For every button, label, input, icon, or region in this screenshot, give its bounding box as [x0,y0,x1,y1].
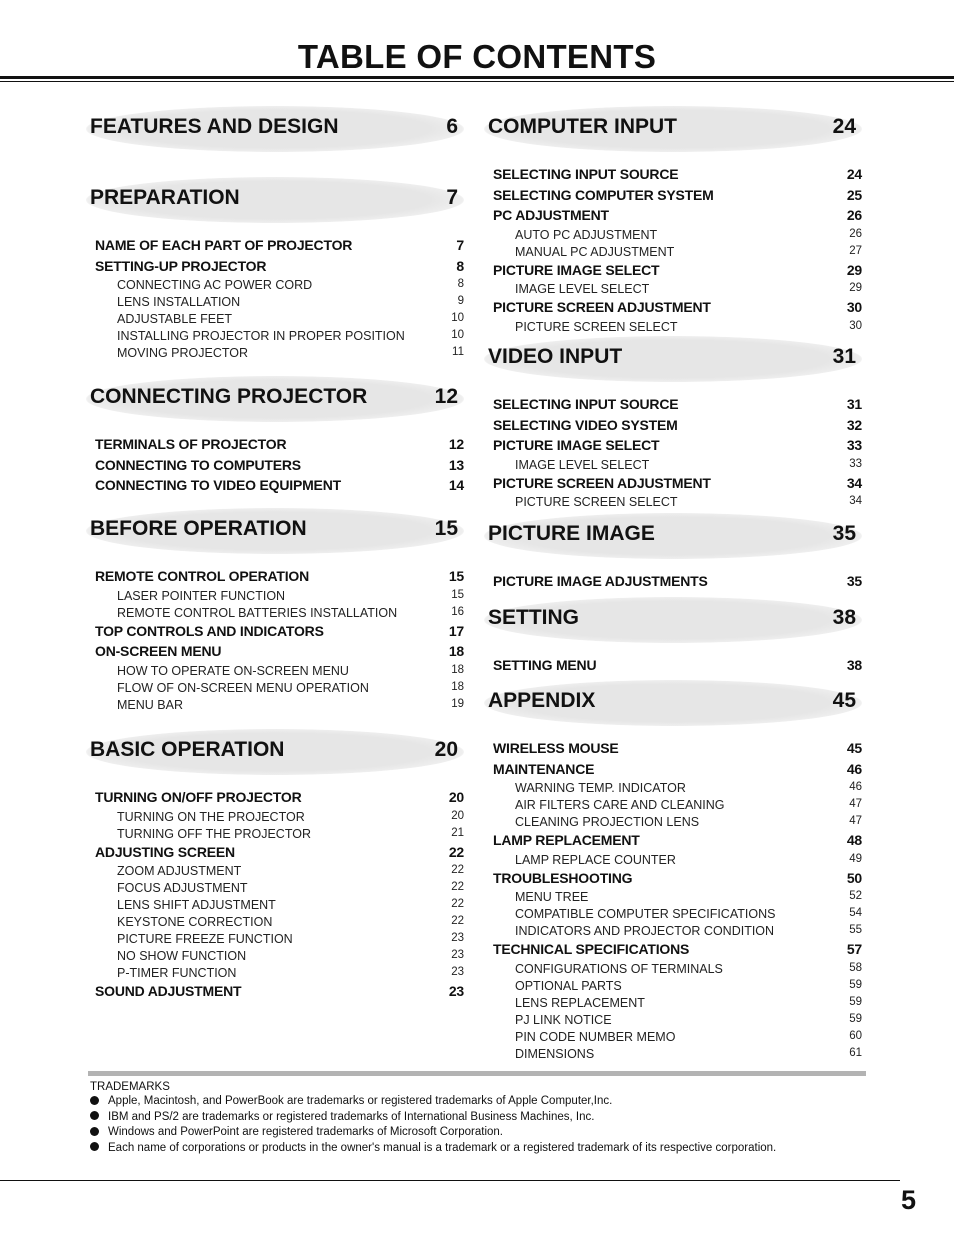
entry-page-number: 58 [849,961,862,974]
top-rule [0,76,954,79]
entry-page-number: 18 [451,663,464,676]
entry-label: REMOTE CONTROL OPERATION [95,568,310,584]
section-page-number: 12 [434,385,458,408]
toc-entry [86,789,464,810]
toc-entry [484,207,862,228]
toc-entry [484,417,862,438]
entry-label: LENS SHIFT ADJUSTMENT [117,898,276,912]
section-page-number: 20 [434,738,458,761]
section-header [86,729,464,775]
entry-page-number: 26 [846,207,862,223]
toc-entry [484,396,862,417]
toc-entry [484,187,862,208]
toc-subentry [86,312,464,329]
section-title: FEATURES AND DESIGN [90,115,339,138]
toc-subentry [86,881,464,898]
entry-page-number: 19 [451,697,464,710]
section-page-number: 35 [832,522,856,545]
entry-page-number: 16 [451,605,464,618]
entry-page-number: 48 [846,832,862,848]
toc-subentry [484,853,862,870]
toc-entry [86,258,464,279]
entry-page-number: 22 [451,864,464,876]
section-item-list [86,436,464,498]
section-header [484,336,862,382]
bullet-icon [90,1096,99,1105]
entry-page-number: 15 [451,588,464,601]
entry-label: PICTURE IMAGE ADJUSTMENTS [493,573,708,589]
section-item-list [86,237,464,363]
toc-entry [86,568,464,589]
toc-entry [484,761,862,782]
entry-label: SELECTING INPUT SOURCE [493,166,679,182]
entry-label: SELECTING INPUT SOURCE [493,396,679,412]
section-item-list [86,568,464,715]
entry-label: PICTURE FREEZE FUNCTION [117,932,293,946]
toc-section [86,106,464,152]
entry-page-number: 13 [448,456,464,473]
entry-label: HOW TO OPERATE ON-SCREEN MENU [117,663,349,678]
toc-entry [484,941,862,962]
toc-subentry [484,996,862,1013]
entry-label: NO SHOW FUNCTION [117,949,247,963]
toc-subentry [86,606,464,623]
entry-label: TOP CONTROLS AND INDICATORS [95,622,324,639]
toc-subentry [86,589,464,606]
section-header [86,376,464,422]
section-item-list [86,789,464,1004]
entry-page-number: 30 [846,299,862,315]
entry-page-number: 21 [451,826,464,839]
entry-label: ADJUSTING SCREEN [95,843,235,860]
section-page-number: 15 [434,517,458,540]
toc-entry [86,237,464,258]
entry-page-number: 15 [448,568,464,584]
toc-entry [484,166,862,187]
toc-entry [86,643,464,664]
entry-page-number: 49 [849,852,862,865]
entry-page-number: 10 [451,312,464,324]
entry-label: MOVING PROJECTOR [117,346,249,360]
toc-subentry [86,932,464,949]
toc-entry [86,457,464,478]
entry-page-number: 29 [846,261,862,278]
bullet-icon [90,1111,99,1120]
entry-label: LAMP REPLACE COUNTER [515,852,676,867]
entry-label: PIN CODE NUMBER MEMO [515,1029,676,1044]
entry-label: CLEANING PROJECTION LENS [515,815,700,829]
trademark-line: Apple, Macintosh, and PowerBook are trademarks or registered trademarks of Apple Computer,Inc. [90,1095,910,1111]
toc-subentry [484,798,862,815]
toc-entry [484,299,862,320]
entry-label: TECHNICAL SPECIFICATIONS [493,941,690,957]
entry-label: TURNING ON THE PROJECTOR [117,809,305,824]
entry-page-number: 18 [448,643,464,659]
toc-subentry [86,810,464,827]
toc-section [484,597,862,678]
entry-page-number: 23 [451,966,464,978]
page-number: 5 [900,1185,916,1215]
toc-entry [86,844,464,865]
section-item-list [484,396,862,512]
toc-subentry [484,228,862,245]
section-header [484,597,862,643]
trademark-line: IBM and PS/2 are trademarks or registered trademarks of International Business Machines, Inc. [90,1111,910,1127]
entry-label: TROUBLESHOOTING [493,869,633,886]
entry-page-number: 7 [456,237,464,253]
entry-page-number: 8 [457,278,464,290]
toc-subentry [86,346,464,363]
section-header [86,508,464,554]
entry-label: SELECTING VIDEO SYSTEM [493,416,678,433]
toc-entry [484,475,862,496]
section-header [484,106,862,152]
section-header [484,513,862,559]
separator-bar [88,1071,866,1076]
toc-subentry [484,1047,862,1064]
section-item-list [484,740,862,1064]
toc-section [484,336,862,512]
entry-label: SOUND ADJUSTMENT [95,983,242,999]
entry-page-number: 22 [451,881,464,893]
section-page-number: 6 [446,115,458,138]
toc-entry [86,436,464,457]
entry-label: FLOW OF ON-SCREEN MENU OPERATION [117,680,369,695]
entry-page-number: 55 [849,924,862,936]
section-item-list [484,166,862,337]
toc-subentry [484,890,862,907]
entry-page-number: 60 [849,1029,862,1042]
toc-section [484,513,862,594]
trademarks-block [90,1081,910,1157]
toc-subentry [86,295,464,312]
toc-subentry [86,278,464,295]
section-header [86,177,464,223]
entry-page-number: 45 [846,740,862,756]
entry-label: REMOTE CONTROL BATTERIES INSTALLATION [117,605,398,620]
entry-label: NAME OF EACH PART OF PROJECTOR [95,237,353,253]
section-title: VIDEO INPUT [488,345,623,368]
toc-entry [484,657,862,678]
toc-subentry [86,681,464,698]
entry-label: INSTALLING PROJECTOR IN PROPER POSITION [117,329,405,343]
toc-subentry [484,1030,862,1047]
entry-label: LENS REPLACEMENT [515,995,645,1010]
entry-page-number: 34 [846,474,862,491]
entry-label: PJ LINK NOTICE [515,1012,612,1027]
page-title: TABLE OF CONTENTS [297,38,657,75]
entry-page-number: 11 [452,346,464,358]
toc-entry [484,870,862,891]
toc-subentry [86,664,464,681]
entry-label: TURNING ON/OFF PROJECTOR [95,789,302,805]
toc-entry [484,573,862,594]
section-title: SETTING [488,606,580,629]
bottom-rule [0,1180,900,1181]
entry-label: OPTIONAL PARTS [515,978,622,993]
entry-page-number: 47 [849,798,862,810]
entry-page-number: 57 [846,941,862,957]
toc-subentry [86,698,464,715]
entry-label: DIMENSIONS [515,1046,595,1061]
entry-label: P-TIMER FUNCTION [117,966,237,980]
toc-subentry [484,495,862,512]
toc-subentry [484,924,862,941]
toc-entry [484,832,862,853]
entry-page-number: 33 [846,437,862,453]
entry-page-number: 18 [451,680,464,693]
toc-entry [86,983,464,1004]
top-rule-thin [0,81,954,82]
toc-subentry [86,966,464,983]
toc-subentry [484,962,862,979]
entry-page-number: 35 [846,573,862,589]
entry-label: CONNECTING TO VIDEO EQUIPMENT [95,477,341,493]
bullet-icon [90,1142,99,1151]
entry-page-number: 59 [849,978,862,991]
entry-label: CONNECTING AC POWER CORD [117,278,313,292]
entry-page-number: 22 [451,898,464,910]
entry-label: SETTING MENU [493,657,597,673]
entry-label: PICTURE IMAGE SELECT [493,261,660,278]
entry-page-number: 8 [456,257,464,274]
entry-label: CONNECTING TO COMPUTERS [95,456,301,473]
entry-label: INDICATORS AND PROJECTOR CONDITION [515,924,775,938]
entry-label: ADJUSTABLE FEET [117,312,233,326]
entry-page-number: 31 [846,396,862,412]
entry-page-number: 34 [849,495,862,507]
entry-label: CONFIGURATIONS OF TERMINALS [515,961,723,976]
entry-label: WARNING TEMP. INDICATOR [515,781,686,795]
entry-page-number: 46 [846,760,862,777]
entry-label: WIRELESS MOUSE [493,740,619,756]
entry-label: MANUAL PC ADJUSTMENT [515,244,675,259]
section-page-number: 38 [832,606,856,629]
entry-page-number: 23 [451,932,464,944]
entry-page-number: 10 [451,329,464,341]
entry-page-number: 54 [849,907,862,919]
entry-label: ZOOM ADJUSTMENT [117,864,242,878]
toc-subentry [484,979,862,996]
toc-section [86,729,464,1004]
entry-label: COMPATIBLE COMPUTER SPECIFICATIONS [515,907,776,921]
entry-page-number: 22 [451,915,464,927]
entry-page-number: 38 [846,657,862,673]
entry-page-number: 20 [451,809,464,822]
entry-page-number: 23 [451,949,464,961]
entry-label: MENU TREE [515,890,589,904]
toc-subentry [484,907,862,924]
entry-label: PC ADJUSTMENT [493,207,609,223]
toc-entry [484,437,862,458]
section-header [86,106,464,152]
toc-subentry [484,245,862,262]
section-title: CONNECTING PROJECTOR [90,385,368,408]
entry-page-number: 20 [448,789,464,805]
entry-page-number: 24 [846,166,862,182]
entry-page-number: 14 [448,477,464,493]
entry-label: SETTING-UP PROJECTOR [95,257,267,274]
section-item-list [484,573,862,594]
entry-page-number: 59 [849,1012,862,1025]
toc-subentry [484,1013,862,1030]
entry-page-number: 26 [849,227,862,240]
toc-subentry [484,458,862,475]
entry-label: FOCUS ADJUSTMENT [117,881,248,895]
section-title: APPENDIX [488,689,596,712]
section-title: PREPARATION [90,186,240,209]
toc-section [86,177,464,363]
entry-label: PICTURE SCREEN ADJUSTMENT [493,474,711,491]
section-title: COMPUTER INPUT [488,115,677,138]
toc-subentry [86,827,464,844]
bullet-icon [90,1127,99,1136]
section-page-number: 45 [832,689,856,712]
entry-page-number: 25 [846,186,862,203]
entry-label: PICTURE IMAGE SELECT [493,437,660,453]
section-page-number: 7 [446,186,458,209]
entry-page-number: 22 [448,843,464,860]
entry-page-number: 9 [457,295,464,307]
section-title: BASIC OPERATION [90,738,285,761]
entry-label: PICTURE SCREEN SELECT [515,495,678,509]
section-title: BEFORE OPERATION [90,517,307,540]
entry-page-number: 33 [849,457,862,470]
toc-entry [484,740,862,761]
toc-subentry [484,781,862,798]
toc-subentry [484,815,862,832]
toc-section [86,376,464,498]
trademark-line: Windows and PowerPoint are registered trademarks of Microsoft Corporation. [90,1126,910,1142]
toc-entry [86,623,464,644]
entry-page-number: 23 [448,983,464,999]
toc-section [484,680,862,1064]
entry-label: AUTO PC ADJUSTMENT [515,227,658,242]
entry-label: LASER POINTER FUNCTION [117,588,286,603]
entry-label: SELECTING COMPUTER SYSTEM [493,186,714,203]
toc-subentry [86,949,464,966]
entry-page-number: 52 [849,890,862,902]
entry-label: ON-SCREEN MENU [95,643,222,659]
entry-label: TERMINALS OF PROJECTOR [95,436,287,452]
entry-page-number: 29 [849,282,862,294]
toc-section [484,106,862,337]
entry-label: TURNING OFF THE PROJECTOR [117,826,311,841]
entry-label: PICTURE SCREEN SELECT [515,319,678,334]
entry-label: PICTURE SCREEN ADJUSTMENT [493,299,711,315]
toc-subentry [86,898,464,915]
toc-entry [484,262,862,283]
trademarks-title: TRADEMARKS [90,1081,170,1093]
entry-label: LENS INSTALLATION [117,295,241,309]
entry-page-number: 61 [849,1046,862,1059]
entry-page-number: 50 [846,869,862,886]
entry-label: IMAGE LEVEL SELECT [515,457,650,472]
entry-label: AIR FILTERS CARE AND CLEANING [515,798,725,812]
entry-page-number: 17 [448,622,464,639]
toc-subentry [86,329,464,346]
toc-section [86,508,464,715]
entry-label: MENU BAR [117,697,183,712]
toc-subentry [484,320,862,337]
toc-entry [86,477,464,498]
entry-page-number: 32 [846,416,862,433]
entry-label: IMAGE LEVEL SELECT [515,282,650,296]
section-page-number: 24 [832,115,856,138]
toc-subentry [86,864,464,881]
entry-page-number: 30 [849,319,862,332]
section-item-list [484,657,862,678]
entry-label: MAINTENANCE [493,760,595,777]
entry-label: KEYSTONE CORRECTION [117,915,273,929]
toc-subentry [484,282,862,299]
entry-page-number: 46 [849,781,862,793]
entry-label: LAMP REPLACEMENT [493,832,640,848]
toc-subentry [86,915,464,932]
section-header [484,680,862,726]
entry-page-number: 27 [849,244,862,257]
entry-page-number: 12 [448,436,464,452]
section-title: PICTURE IMAGE [488,522,655,545]
entry-page-number: 47 [849,815,862,827]
entry-page-number: 59 [849,995,862,1008]
section-page-number: 31 [832,345,856,368]
trademark-line: Each name of corporations or products in the owner's manual is a trademark or a registered trademark of its respective corporation. [90,1142,910,1158]
